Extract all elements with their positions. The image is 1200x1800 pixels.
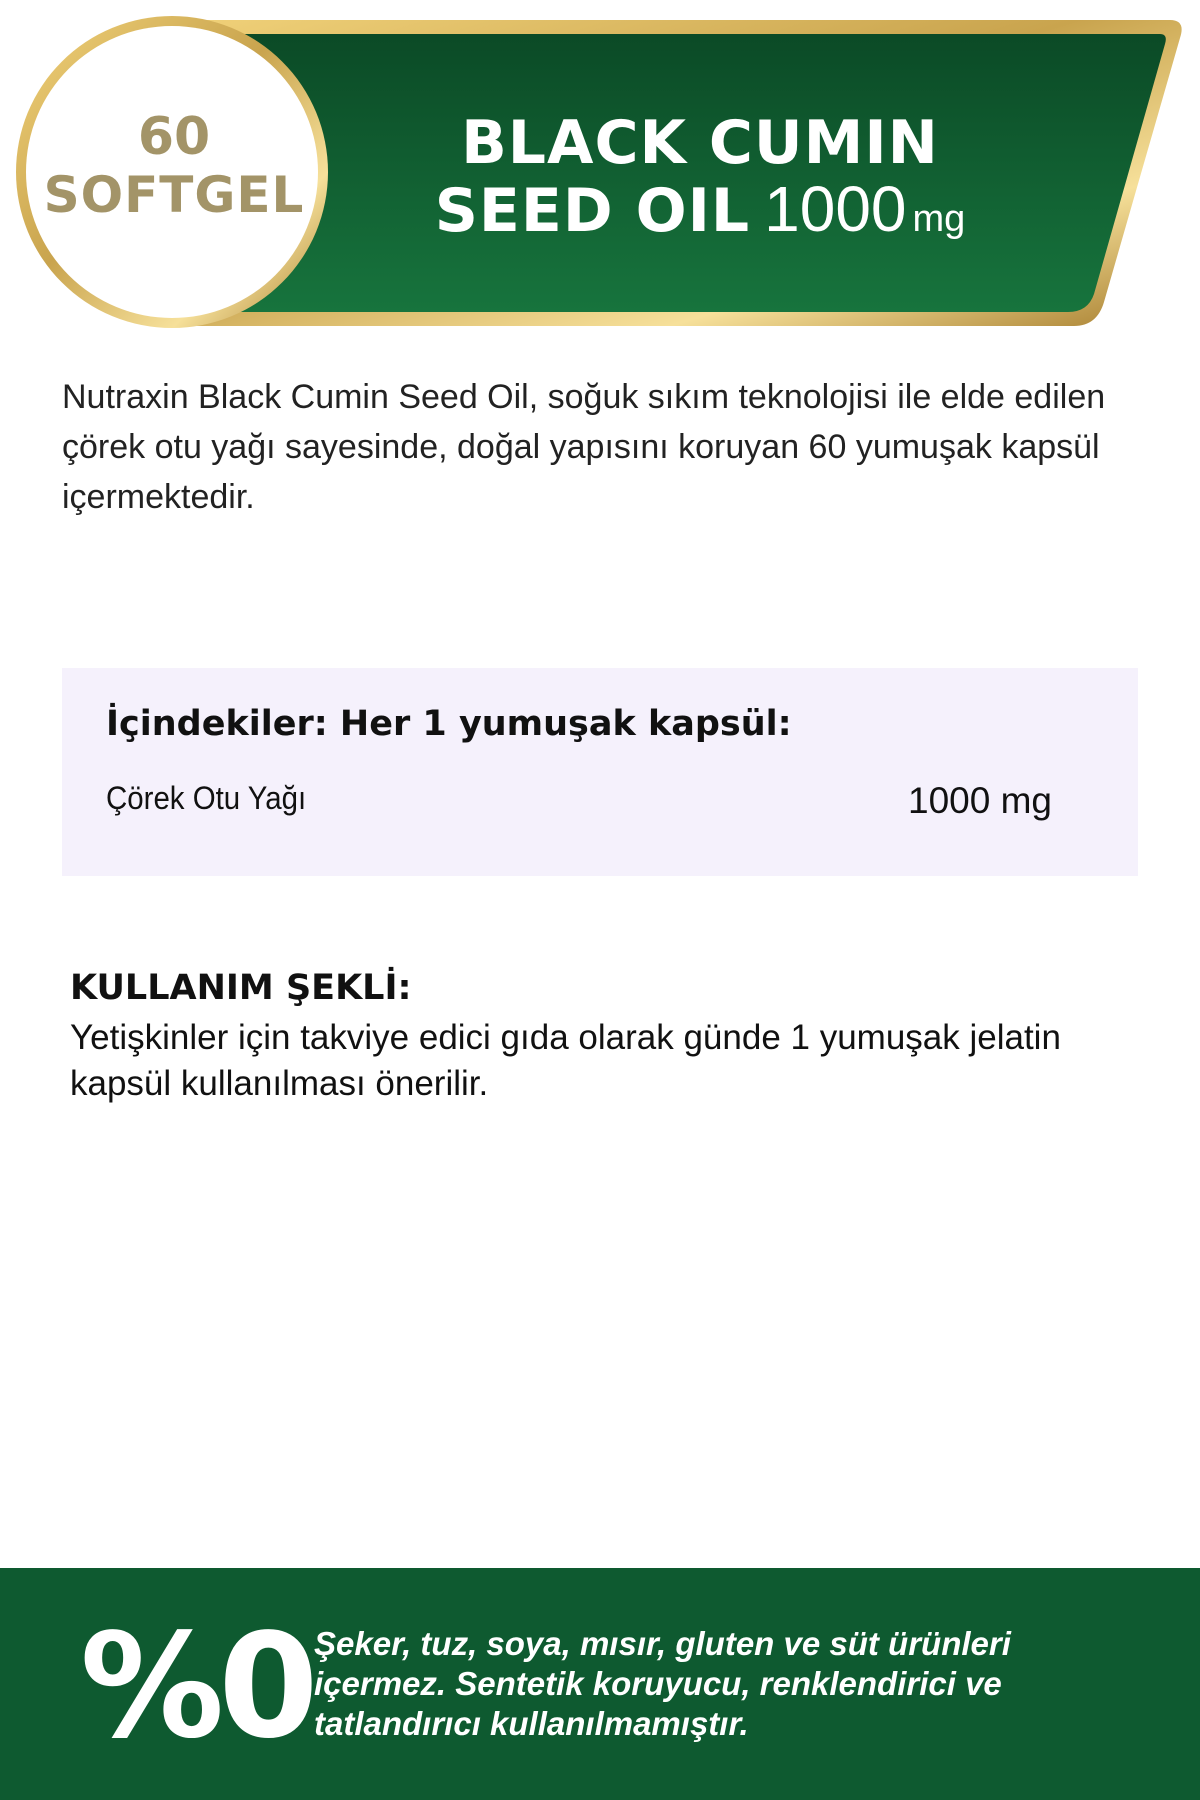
ingredient-name: Çörek Otu Yağı xyxy=(106,780,307,816)
footer-note: Şeker, tuz, soya, mısır, gluten ve süt ürünleri içermez. Sentetik koruyucu, renklendirici ve tatlandırıcı kullanılmamıştır. xyxy=(314,1625,1011,1742)
footer-banner xyxy=(0,1568,1200,1800)
softgel-badge xyxy=(24,108,324,224)
ingredients-heading: İçindekiler: Her 1 yumuşak kapsül: xyxy=(106,704,792,744)
usage-title: KULLANIM ŞEKLİ: xyxy=(70,968,412,1008)
ingredients-panel xyxy=(62,668,1138,876)
badge-count: 60 xyxy=(137,107,211,167)
title-dose: 1000 xyxy=(764,173,907,245)
product-title xyxy=(380,110,1020,260)
usage-text: Yetişkinler için takviye edici gıda olarak günde 1 yumuşak jelatin kapsül kullanılması önerilir. xyxy=(70,1018,1061,1103)
title-unit: mg xyxy=(912,198,966,240)
ingredient-amount: 1000 mg xyxy=(908,780,1052,821)
header-banner xyxy=(0,0,1200,340)
badge-unit: SOFTGEL xyxy=(43,166,305,224)
title-line-1: BLACK CUMIN xyxy=(461,108,939,178)
zero-percent-mark: %0 xyxy=(80,1602,313,1770)
product-description: Nutraxin Black Cumin Seed Oil, soğuk sıkım teknolojisi ile elde edilen çörek otu yağı sayesinde, doğal yapısını koruyan 60 yumuşak kapsül içermektedir. xyxy=(62,378,1106,516)
title-line-2 xyxy=(380,173,1020,260)
title-seed-oil: SEED OIL xyxy=(434,176,751,246)
